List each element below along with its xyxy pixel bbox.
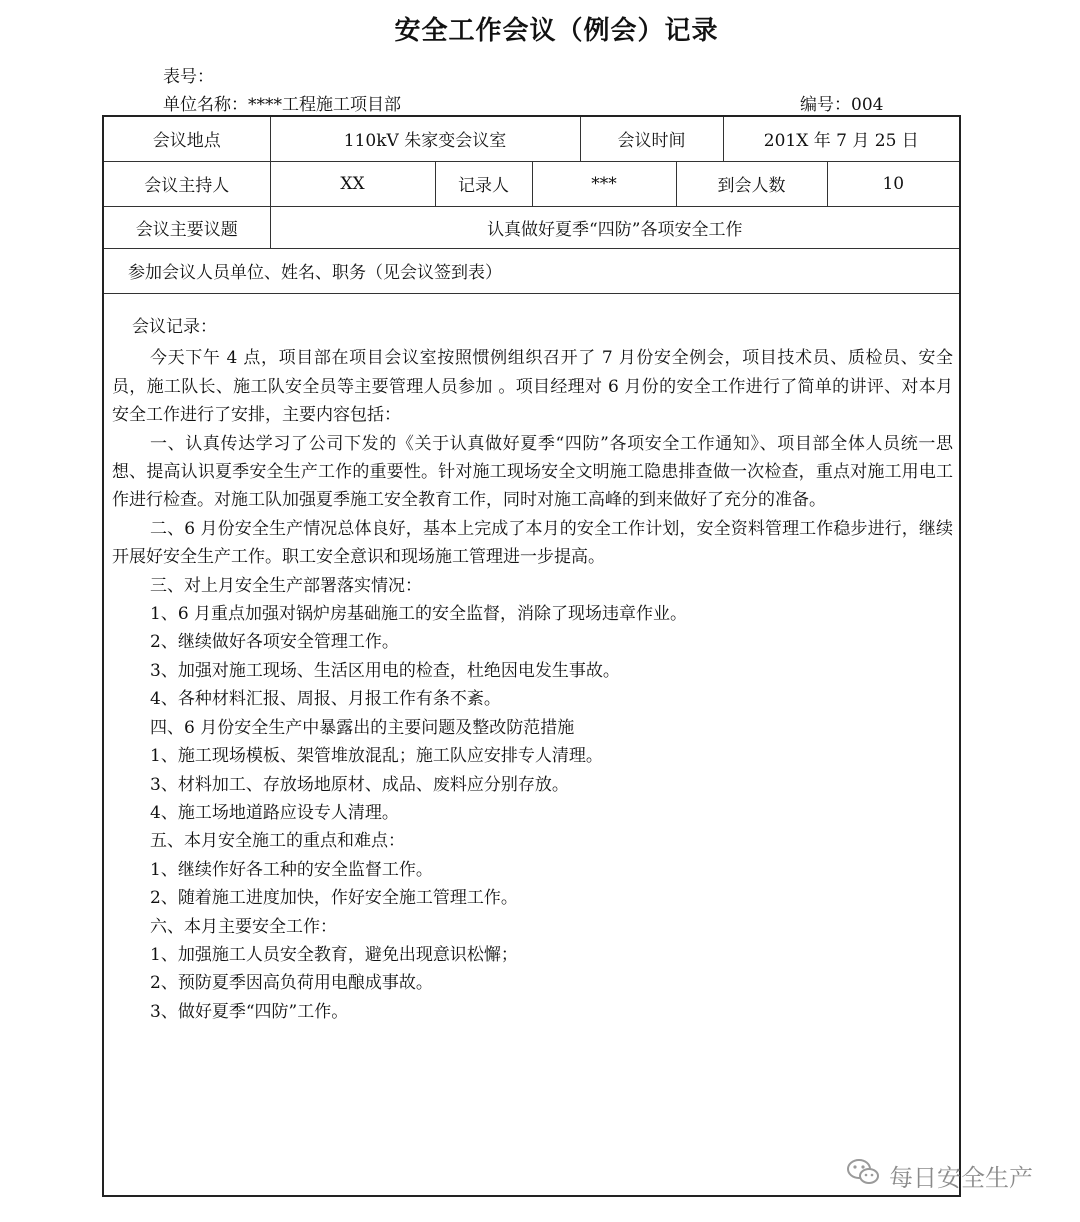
location-value: 110kV 朱家变会议室 [270,117,580,161]
record-paragraph: 3、加强对施工现场、生活区用电的检查，杜绝因电发生事故。 [150,660,620,681]
meeting-record [112,313,953,1026]
record-paragraph: 3、做好夏季“四防”工作。 [150,1001,349,1022]
attendance-count-label: 到会人数 [676,161,827,206]
record-form [102,115,961,1197]
record-paragraph: 三、对上月安全生产部署落实情况： [150,575,422,596]
record-paragraph: 六、本月主要安全工作： [150,916,337,937]
recorder-value: *** [532,161,676,206]
watermark [845,1157,1055,1193]
record-paragraph: 四、6 月份安全生产中暴露出的主要问题及整改防范措施 [150,717,575,738]
record-paragraph: 二、6 月份安全生产情况总体良好，基本上完成了本月的安全工作计划，安全资料管理工作稳步进行，继续开展好安全生产工作。职工安全意识和现场施工管理进一步提高。 [112,518,953,568]
record-paragraph: 4、各种材料汇报、周报、月报工作有条不紊。 [150,689,501,710]
page-title: 安全工作会议（例会）记录 [394,16,719,46]
record-paragraph: 3、材料加工、存放场地原材、成品、废料应分别存放。 [150,774,569,795]
wechat-icon [845,1157,881,1193]
record-paragraph: 1、6 月重点加强对锅炉房基础施工的安全监督，消除了现场违章作业。 [150,604,688,625]
record-paragraph: 2、随着施工进度加快，作好安全施工管理工作。 [150,888,518,909]
record-paragraph: 今天下午 4 点，项目部在项目会议室按照惯例组织召开了 7 月份安全例会，项目技术员、质检员、安全员，施工队长、施工队安全员等主要管理人员参加 。项目经理对 6 月份的安全工作进行了简单的讲评、对本月安全工作进行了安排，主要内容包括： [112,348,953,426]
record-label: 会议记录： [132,317,217,337]
attendees-row: 参加会议人员单位、姓名、职务（见会议签到表） [104,248,959,293]
serial-number: 编号：004 [800,95,884,115]
record-paragraph: 五、本月安全施工的重点和难点： [150,831,405,852]
time-value: 201X 年 7 月 25 日 [723,117,959,161]
host-label: 会议主持人 [104,161,270,206]
host-value: XX [270,161,435,206]
topic-value: 认真做好夏季“四防”各项安全工作 [270,206,959,248]
meeting-info-table [104,117,959,294]
record-paragraph: 4、施工场地道路应设专人清理。 [150,802,399,823]
record-paragraph: 2、继续做好各项安全管理工作。 [150,632,399,653]
attendance-count-value: 10 [827,161,959,206]
recorder-label: 记录人 [435,161,532,206]
watermark-text: 每日安全生产 [889,1163,1033,1192]
record-paragraph: 一、认真传达学习了公司下发的《关于认真做好夏季“四防”各项安全工作通知》、项目部全体人员统一思想、提高认识夏季安全生产工作的重要性。针对施工现场安全文明施工隐患排查做一次检查，重点对施工用电工作进行检查。对施工队加强夏季施工安全教育工作，同时对施工高峰的到来做好了充分的准备。 [112,433,953,511]
location-label: 会议地点 [104,117,270,161]
record-paragraph: 2、预防夏季因高负荷用电酿成事故。 [150,973,433,994]
topic-label: 会议主要议题 [104,206,270,248]
record-paragraph: 1、继续作好各工种的安全监督工作。 [150,859,433,880]
record-paragraph: 1、加强施工人员安全教育，避免出现意识松懈； [150,944,518,965]
form-number: 表号： [163,67,214,87]
record-paragraph: 1、施工现场模板、架管堆放混乱；施工队应安排专人清理。 [150,746,603,767]
unit-name: 单位名称：****工程施工项目部 [163,95,401,115]
time-label: 会议时间 [580,117,723,161]
